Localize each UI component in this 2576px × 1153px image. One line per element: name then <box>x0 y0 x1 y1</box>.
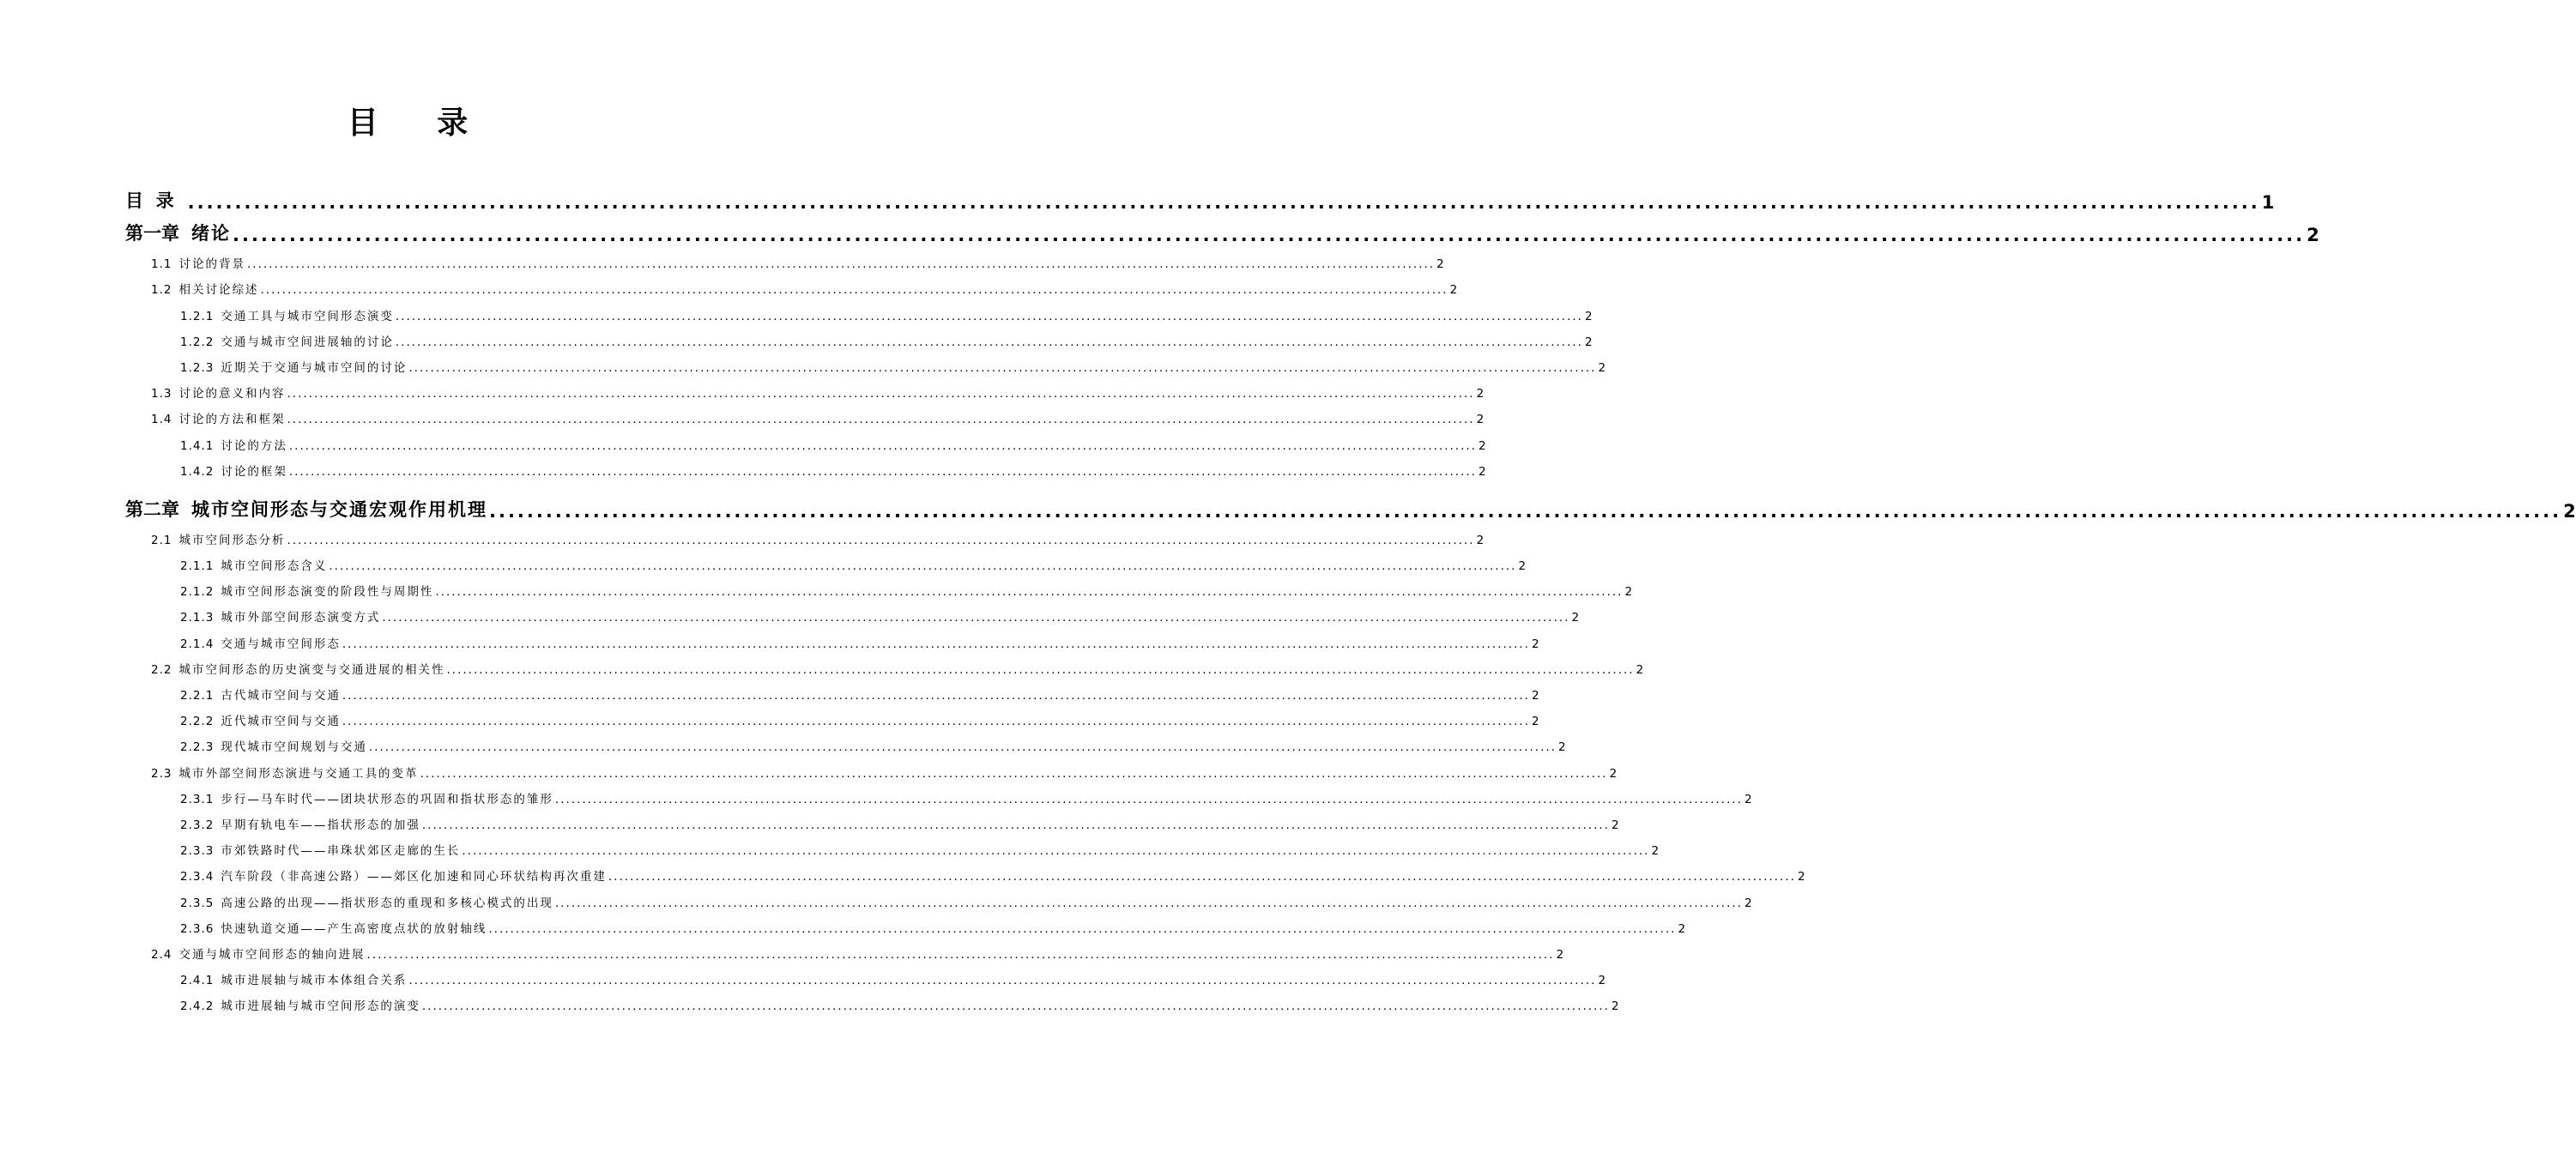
toc-entry-page: 2 <box>1449 283 1458 298</box>
toc-entry[interactable] <box>125 728 1566 755</box>
toc-leader-dots: ............................................................................................................................................................................................................................ <box>233 225 2306 245</box>
toc-entry-title: 早期有轨电车——指状形态的加强 <box>221 818 420 832</box>
toc-entry-title: 相关讨论综述 <box>178 283 259 298</box>
toc-entry-number: 1.2.1 <box>180 309 215 323</box>
toc-leader-dots: ............................................................................................................................................................................................................................ <box>435 585 1624 600</box>
toc-entry-page: 2 <box>1531 689 1539 703</box>
toc-entry[interactable] <box>125 323 1593 349</box>
toc-entry[interactable] <box>125 651 1644 677</box>
toc-leader-dots: ............................................................................................................................................................................................................................ <box>395 309 1583 323</box>
toc-leader-dots: ............................................................................................................................................................................................................................ <box>287 413 1475 427</box>
toc-entry-title: 市郊铁路时代——串珠状郊区走廊的生长 <box>221 844 461 859</box>
toc-entry-page: 2 <box>2563 500 2576 522</box>
toc-entry[interactable] <box>125 547 1527 574</box>
toc-entry-number: 1.4.1 <box>180 438 215 453</box>
toc-entry-number: 2.2.2 <box>180 715 215 729</box>
toc-leader-dots: ............................................................................................................................................................................................................................ <box>288 464 1477 479</box>
toc-entry-page: 2 <box>1476 413 1485 427</box>
toc-leader-dots: ............................................................................................................................................................................................................................ <box>554 792 1743 806</box>
toc-leader-dots: ............................................................................................................................................................................................................................ <box>608 870 1796 884</box>
toc-leader-dots: ............................................................................................................................................................................................................................ <box>288 438 1477 453</box>
toc-entry-number: 2.3 <box>151 766 172 781</box>
toc-leader-dots: ............................................................................................................................................................................................................................ <box>488 921 1677 936</box>
toc-leader-dots: ............................................................................................................................................................................................................................ <box>421 818 1610 832</box>
toc-entry[interactable] <box>125 453 1486 479</box>
toc-entry[interactable] <box>125 573 1633 600</box>
toc-heading: 目 录 <box>347 106 493 141</box>
toc-entry[interactable] <box>125 625 1539 651</box>
toc-entry[interactable] <box>125 832 1660 859</box>
toc-entry-page: 2 <box>1598 360 1606 375</box>
toc-leader-dots: ............................................................................................................................................................................................................................ <box>421 999 1610 1014</box>
toc-entry-page: 2 <box>1571 611 1580 625</box>
toc-entry-number: 2.1.1 <box>180 559 215 574</box>
toc-entry-number: 1.2 <box>151 283 172 298</box>
toc-entry-title: 快速轨道交通——产生高密度点状的放射轴线 <box>221 921 487 936</box>
toc-entry-page: 2 <box>1476 387 1485 401</box>
toc-entry-page: 2 <box>1744 792 1752 806</box>
toc-entry-number: 1.4 <box>151 413 172 427</box>
toc-entry[interactable] <box>125 245 1444 272</box>
toc-entry[interactable] <box>125 213 2319 245</box>
toc-entry-number: 2.3.2 <box>180 818 215 832</box>
toc-entry-page: 2 <box>1476 533 1485 547</box>
toc-leader-dots: ............................................................................................................................................................................................................................ <box>287 387 1475 401</box>
toc-entry-page: 2 <box>1598 974 1606 988</box>
toc-entry-title: 城市外部空间形态演变方式 <box>221 611 381 625</box>
toc-entry-title: 讨论的背景 <box>178 257 245 272</box>
toc-entry-page: 2 <box>1624 585 1633 600</box>
toc-entry-title: 城市空间形态与交通宏观作用机理 <box>191 498 487 520</box>
toc-entry-number: 2.1.4 <box>180 637 215 651</box>
toc-entry-title: 现代城市空间规划与交通 <box>221 740 367 755</box>
toc-leader-dots: ............................................................................................................................................................................................................................ <box>489 500 2562 522</box>
toc-entry[interactable] <box>125 297 1593 323</box>
toc-entry[interactable] <box>125 426 1486 453</box>
toc-leader-dots: ............................................................................................................................................................................................................................ <box>368 740 1557 755</box>
toc-entry-title: 绪论 <box>191 223 231 244</box>
toc-entry-number: 第二章 <box>125 498 179 520</box>
toc-entry-page: 2 <box>1518 559 1527 574</box>
toc-entry-number: 2.2.1 <box>180 689 215 703</box>
toc-entry-title: 交通与城市空间进展轴的讨论 <box>221 335 394 349</box>
toc-entry-page: 2 <box>1531 715 1539 729</box>
toc-entry[interactable] <box>125 489 2576 522</box>
toc-entry-page: 2 <box>2307 225 2319 245</box>
toc-entry-number: 2.1 <box>151 533 172 547</box>
toc-entry-number: 1.1 <box>151 257 172 272</box>
toc-leader-dots: ............................................................................................................................................................................................................................ <box>446 662 1635 677</box>
toc-entry-page: 2 <box>1584 309 1593 323</box>
toc-entry-page: 2 <box>1651 844 1660 859</box>
toc-entry-page: 2 <box>1797 870 1805 884</box>
toc-entry-title: 步行—马车时代——团块状形态的巩固和指状形态的雏形 <box>221 792 553 806</box>
toc-entry-page: 2 <box>1584 335 1593 349</box>
toc-entry-page: 2 <box>1678 921 1686 936</box>
toc-entry-title: 交通与城市空间形态的轴向进展 <box>178 947 366 962</box>
toc-entry[interactable] <box>125 349 1606 375</box>
toc-entry[interactable] <box>125 677 1539 703</box>
toc-leader-dots: ............................................................................................................................................................................................................................ <box>246 257 1436 272</box>
toc-entry[interactable] <box>125 858 1805 884</box>
toc-entry-title: 近期关于交通与城市空间的讨论 <box>221 360 408 375</box>
toc-entry-page: 2 <box>1531 637 1539 651</box>
toc-entry-number: 2.3.3 <box>180 844 215 859</box>
toc-entry-page: 2 <box>1556 947 1564 962</box>
toc-leader-dots: ............................................................................................................................................................................................................................ <box>287 533 1475 547</box>
toc-entry-title: 讨论的方法和框架 <box>178 413 286 427</box>
toc-entry-title: 城市空间形态演变的阶段性与周期性 <box>221 585 434 600</box>
toc-entry-page: 2 <box>1611 999 1619 1014</box>
toc-leader-dots: ............................................................................................................................................................................................................................ <box>395 335 1583 349</box>
toc-entry[interactable] <box>125 375 1485 401</box>
toc-entry-title: 古代城市空间与交通 <box>221 689 341 703</box>
toc-entry-title: 近代城市空间与交通 <box>221 715 341 729</box>
toc-leader-dots: ............................................................................................................................................................................................................................ <box>408 974 1597 988</box>
toc-entry-page: 2 <box>1609 766 1618 781</box>
toc-entry-number: 2.1.2 <box>180 585 215 600</box>
toc-leader-dots: ............................................................................................................................................................................................................................ <box>420 766 1608 781</box>
toc-entry[interactable] <box>125 936 1564 962</box>
toc-entry-number: 1.2.3 <box>180 360 215 375</box>
toc-entry[interactable] <box>125 754 1618 781</box>
toc-entry-title: 城市外部空间形态演进与交通工具的变革 <box>178 766 419 781</box>
toc-leader-dots: ............................................................................................................................................................................................................................ <box>554 896 1743 910</box>
toc-entry-number: 第一章 <box>125 223 179 244</box>
toc-entry-number: 1.2.2 <box>180 335 215 349</box>
toc-entry-number: 2.4 <box>151 947 172 962</box>
toc-entry-number: 2.2 <box>151 662 172 677</box>
toc-entry-title: 城市空间形态的历史演变与交通进展的相关性 <box>178 662 445 677</box>
toc-leader-dots: ............................................................................................................................................................................................................................ <box>342 715 1530 729</box>
toc-leader-dots: ............................................................................................................................................................................................................................ <box>366 947 1555 962</box>
toc-entry-number: 2.3.1 <box>180 792 215 806</box>
toc-entry-title: 城市空间形态含义 <box>221 559 328 574</box>
toc-list <box>125 180 2576 1014</box>
toc-entry-number: 2.3.4 <box>180 870 215 884</box>
toc-entry[interactable] <box>125 703 1539 729</box>
toc-entry-number: 1.4.2 <box>180 464 215 479</box>
toc-entry-page: 2 <box>1436 257 1444 272</box>
toc-entry-title: 城市进展轴与城市空间形态的演变 <box>221 999 420 1014</box>
toc-entry-page: 2 <box>1557 740 1566 755</box>
toc-entry-number: 目 录 <box>125 190 174 211</box>
toc-entry-title: 交通工具与城市空间形态演变 <box>221 309 394 323</box>
toc-leader-dots: ............................................................................................................................................................................................................................ <box>260 283 1448 298</box>
toc-entry[interactable] <box>125 781 1752 806</box>
toc-entry-title: 讨论的方法 <box>221 438 287 453</box>
toc-entry[interactable] <box>125 987 1619 1014</box>
toc-leader-dots: ............................................................................................................................................................................................................................ <box>187 192 2260 213</box>
toc-entry-title: 高速公路的出现——指状形态的重现和多核心模式的出现 <box>221 896 553 910</box>
toc-entry[interactable] <box>125 962 1606 988</box>
toc-entry-title: 讨论的意义和内容 <box>178 387 286 401</box>
toc-leader-dots: ............................................................................................................................................................................................................................ <box>342 637 1530 651</box>
toc-entry-number: 2.3.6 <box>180 921 215 936</box>
toc-leader-dots: ............................................................................................................................................................................................................................ <box>329 559 1517 574</box>
toc-entry-title: 城市进展轴与城市本体组合关系 <box>221 974 408 988</box>
toc-entry-page: 2 <box>1478 438 1486 453</box>
toc-entry-number: 2.2.3 <box>180 740 215 755</box>
toc-entry[interactable] <box>125 884 1752 910</box>
toc-entry-page: 2 <box>1744 896 1752 910</box>
toc-entry[interactable] <box>125 271 1458 298</box>
toc-entry[interactable] <box>125 522 1485 547</box>
toc-entry[interactable] <box>125 401 1485 427</box>
toc-entry[interactable] <box>125 599 1580 625</box>
toc-entry-number: 2.4.1 <box>180 974 215 988</box>
toc-entry-page: 1 <box>2261 192 2275 213</box>
toc-entry-title: 交通与城市空间形态 <box>221 637 341 651</box>
toc-entry-page: 2 <box>1636 662 1644 677</box>
toc-entry[interactable] <box>125 180 2275 213</box>
toc-leader-dots: ............................................................................................................................................................................................................................ <box>342 689 1530 703</box>
toc-entry[interactable] <box>125 806 1619 832</box>
toc-leader-dots: ............................................................................................................................................................................................................................ <box>462 844 1650 859</box>
toc-entry[interactable] <box>125 910 1686 936</box>
toc-entry-number: 2.1.3 <box>180 611 215 625</box>
toc-entry-number: 2.3.5 <box>180 896 215 910</box>
toc-entry-title: 汽车阶段（非高速公路）——郊区化加速和同心环状结构再次重建 <box>221 870 607 884</box>
toc-leader-dots: ............................................................................................................................................................................................................................ <box>408 360 1597 375</box>
toc-entry-page: 2 <box>1611 818 1619 832</box>
toc-entry-title: 城市空间形态分析 <box>178 533 286 547</box>
toc-entry-number: 1.3 <box>151 387 172 401</box>
toc-entry-title: 讨论的框架 <box>221 464 287 479</box>
toc-leader-dots: ............................................................................................................................................................................................................................ <box>382 611 1570 625</box>
toc-entry-number: 2.4.2 <box>180 999 215 1014</box>
toc-entry-page: 2 <box>1478 464 1486 479</box>
